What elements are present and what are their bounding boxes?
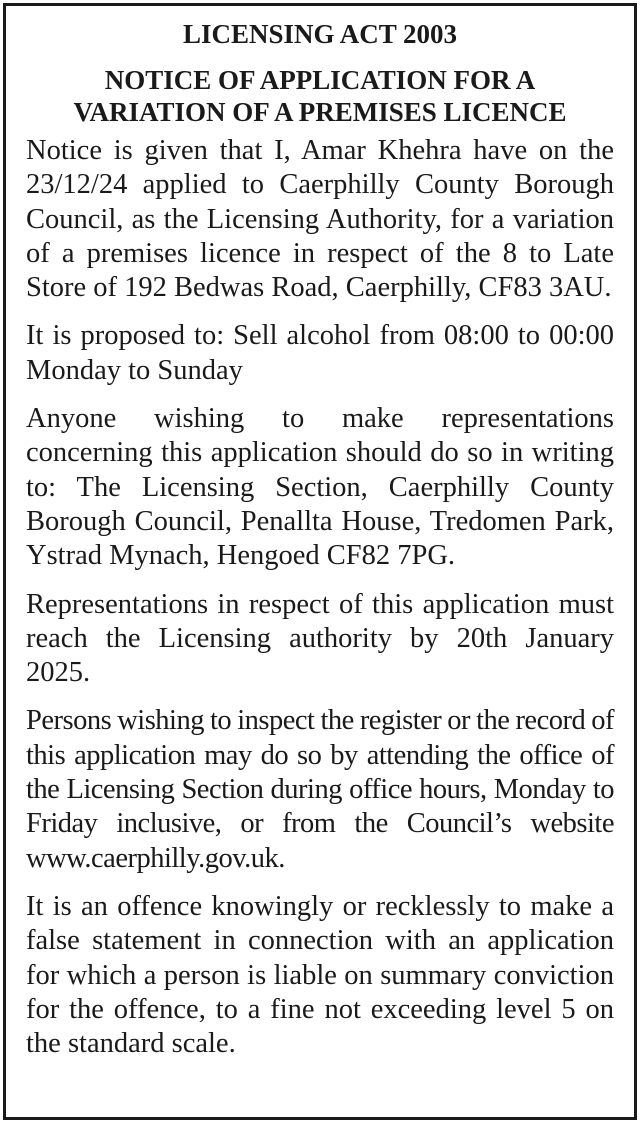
notice-title <box>26 64 614 128</box>
notice-title-line-1: NOTICE OF APPLICATION FOR A <box>104 65 536 95</box>
paragraph-proposal: It is proposed to: Sell alcohol from 08:00 to 00:00 Monday to Sunday <box>26 320 614 386</box>
paragraph-offence-warning: It is an offence knowingly or recklessly to make a false statement in connection with an application for which a person is liable on summary conviction for the offence, to a fine not exceeding level 5 on the standard scale. <box>26 890 614 1060</box>
act-heading: LICENSING ACT 2003 <box>182 19 458 49</box>
notice-title-line-2: VARIATION OF A PREMISES LICENCE <box>73 97 567 127</box>
paragraph-application-details: Notice is given that I, Amar Khehra have on the 23/12/24 applied to Caerphilly County Borough Council, as the Licensing Authority, for a variation of a premises licence in respect of the 8 to Late Store of 192 Bedwas Road, Caerphilly, CF83 3AU. <box>26 135 614 304</box>
paragraph-representations-address: Anyone wishing to make representations concerning this application should do so in writing to: The Licensing Section, Caerphilly County Borough Council, Penallta House, Tredomen Park, Ystrad Mynach, Hengoed CF82 7PG. <box>26 403 614 572</box>
licensing-notice <box>3 3 637 1120</box>
paragraph-representations-deadline: Representations in respect of this application must reach the Licensing authority by 20th January 2025. <box>26 588 614 689</box>
paragraph-inspect-register: Persons wishing to inspect the register or the record of this application may do so by attending the office of the Licensing Section during office hours, Monday to Friday inclusive, or from the Council’s website www.caerphilly.gov.uk. <box>26 705 614 874</box>
